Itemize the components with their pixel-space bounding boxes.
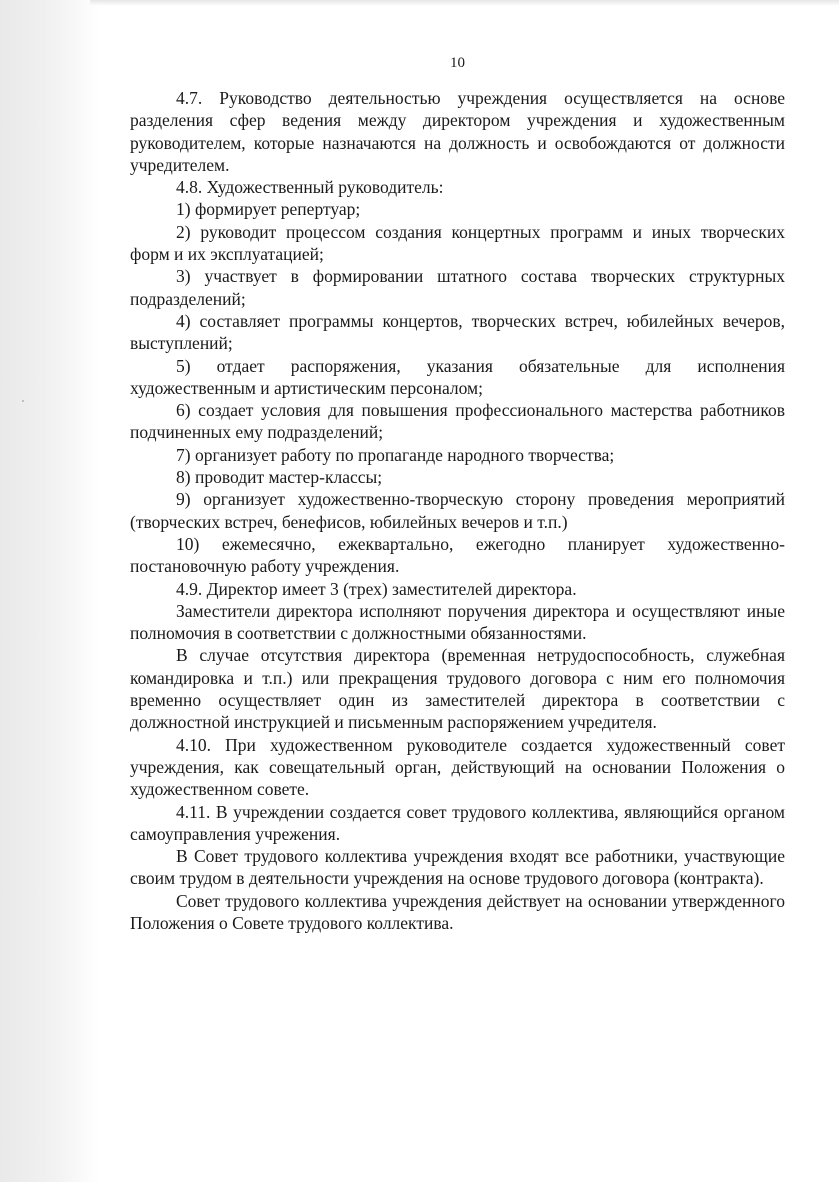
list-item-4: 4) составляет программы концертов, творческих встреч, юбилейных вечеров, выступлений; — [130, 310, 785, 354]
list-item-8: 8) проводит мастер-классы; — [176, 467, 383, 488]
paragraph-council-basis: Совет трудового коллектива учреждения действует на основании утвержденного Положения о Совете трудового коллектива. — [130, 890, 785, 933]
list-item-1: 1) формирует репертуар; — [176, 199, 361, 220]
paragraph-4-7: 4.7. Руководство деятельностью учреждения осуществляется на основе разделения сфер ведения между директором учреждения и художественным руководителем, которые назначаются на должность и освобождаются от должности учредителем. — [130, 88, 785, 175]
scan-top-band — [90, 0, 839, 6]
list-item-6: 6) создает условия для повышения профессионального мастерства работников подчиненных ему подразделений; — [130, 400, 785, 443]
paragraph-deputies: Заместители директора исполняют поручения директора и осуществляют иные полномочия в соответствии с должностными обязанностями. — [130, 600, 785, 644]
paragraph-4-9: 4.9. Директор имеет 3 (трех) заместителей директора. — [176, 578, 577, 599]
list-item-2: 2) руководит процессом создания концертных программ и иных творческих форм и их эксплуатацией; — [130, 221, 785, 265]
list-item-5: 5) отдает распоряжения, указания обязательные для исполнения художественным и артистическим персоналом; — [130, 355, 785, 398]
scan-edge-shadow — [0, 0, 100, 1182]
page-number: 10 — [450, 55, 465, 71]
paragraph-4-11: 4.11. В учреждении создается совет трудового коллектива, являющийся органом самоуправления учрежения. — [130, 801, 785, 844]
list-item-10: 10) ежемесячно, ежеквартально, ежегодно планирует художественно-постановочную работу учреждения. — [130, 533, 785, 577]
paragraph-4-8: 4.8. Художественный руководитель: — [176, 177, 444, 198]
paragraph-council-members: В Совет трудового коллектива учреждения входят все работники, участвующие своим трудом в деятельности учреждения на основе трудового договора (контракта). — [130, 846, 785, 889]
list-item-7: 7) организует работу по пропаганде народного творчества; — [176, 444, 615, 465]
list-item-3: 3) участвует в формировании штатного состава творческих структурных подразделений; — [130, 266, 785, 309]
paragraph-director-absence: В случае отсутствия директора (временная нетрудоспособность, служебная командировка и т.п.) или прекращения трудового договора с ним его полномочия временно осуществляет один из заместителей директора в соответствии с должностной инструкцией и письменным распоряжением учредителя. — [130, 645, 785, 733]
scan-speck — [22, 400, 24, 402]
list-item-9: 9) организует художественно-творческую сторону проведения мероприятий (творческих встреч, бенефисов, юбилейных вечеров и т.п.) — [130, 489, 785, 532]
paragraph-4-10: 4.10. При художественном руководителе создается художественный совет учреждения, как совещательный орган, действующий на основании Положения о художественном совете. — [130, 734, 785, 800]
document-page — [130, 54, 785, 934]
